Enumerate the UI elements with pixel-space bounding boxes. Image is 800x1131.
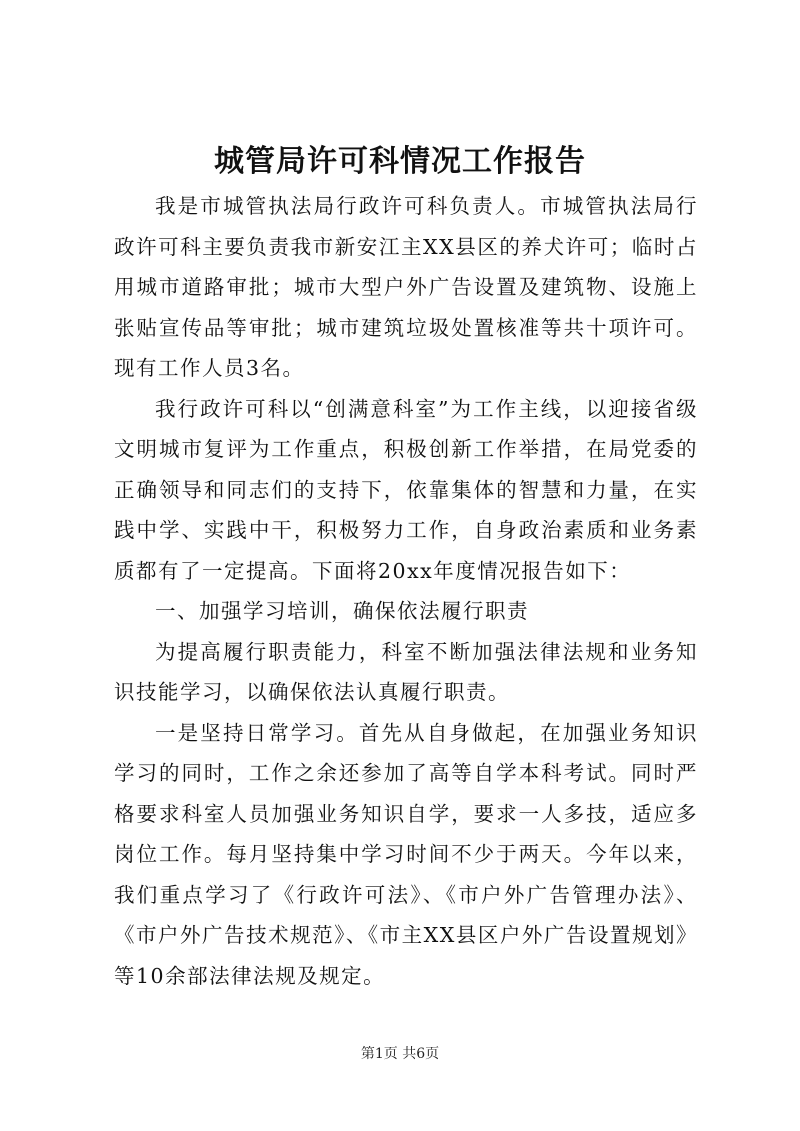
paragraph-section-1: 为提高履行职责能力，科室不断加强法律法规和业务知识技能学习，以确保依法认真履行职责。: [114, 639, 698, 704]
paragraph-overview: 我行政许可科以“创满意科室”为工作主线，以迎接省级文明城市复评为工作重点，积极创新工作举措，在局党委的正确领导和同志们的支持下，依靠集体的智慧和力量，在实践中学、实践中干，积极努力工作，自身政治素质和业务素质都有了一定提高。下面将20xx年度情况报告如下：: [114, 396, 698, 583]
paragraph-intro: 我是市城管执法局行政许可科负责人。市城管执法局行政许可科主要负责我市新安江主XX县区的养犬许可；临时占用城市道路审批；城市大型户外广告设置及建筑物、设施上张贴宣传品等审批；城市建筑垃圾处置核准等共十项许可。现有工作人员3名。: [114, 194, 698, 380]
document-title: 城管局许可科情况工作报告: [214, 144, 586, 179]
document-body: [114, 186, 698, 996]
page-footer: 第1页 共6页: [360, 1046, 440, 1062]
paragraph-daily-study: 一是坚持日常学习。首先从自身做起，在加强业务知识学习的同时，工作之余还参加了高等自学本科考试。同时严格要求科室人员加强业务知识自学，要求一人多技，适应多岗位工作。每月坚持集中学习时间不少于两天。今年以来，我们重点学习了《行政许可法》、《市户外广告管理办法》、《市户外广告技术规范》、《市主XX县区户外广告设置规划》等10余部法律法规及规定。: [114, 720, 698, 988]
section-heading-1: 一、加强学习培训，确保依法履行职责: [155, 599, 529, 623]
